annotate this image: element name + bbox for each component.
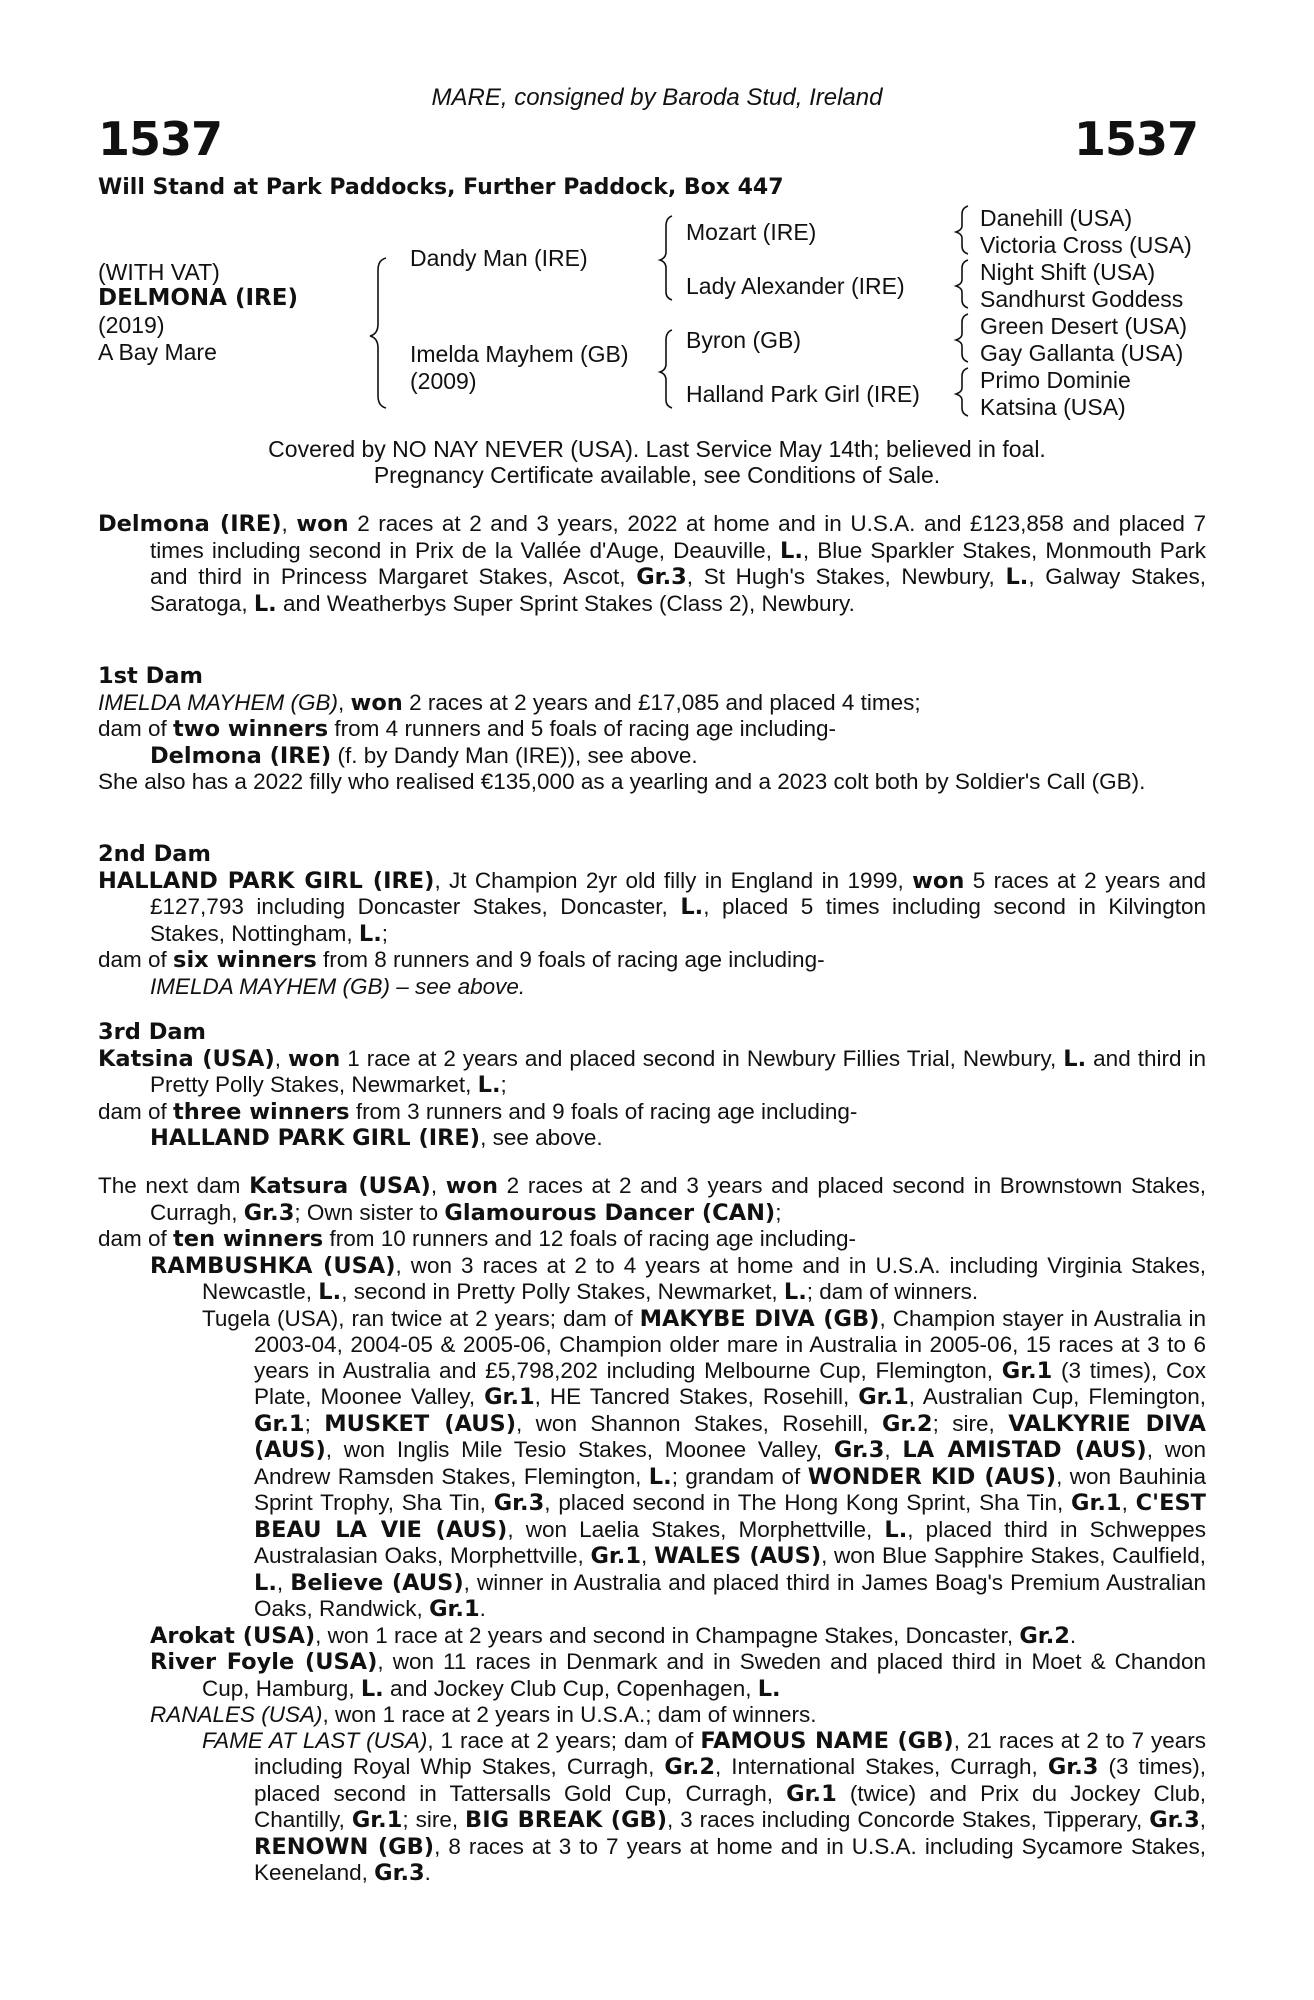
third-dam-foal xyxy=(98,1125,1206,1152)
own-record xyxy=(98,511,1206,617)
text-run: , won Bauhinia Sprint Trophy, Sha Tin, xyxy=(254,1463,1206,1515)
third-dam-heading: 3rd Dam xyxy=(98,1019,206,1045)
text-run: , Galway Stakes, Saratoga, xyxy=(150,564,1207,616)
text-run: IMELDA MAYHEM (GB) xyxy=(150,973,391,999)
text-run: Gr.1 xyxy=(590,1543,641,1569)
produce-fame-at-last xyxy=(98,1728,1206,1887)
text-run: , xyxy=(338,689,351,715)
text-run: – see above. xyxy=(390,973,526,999)
text-run: L. xyxy=(757,1675,781,1702)
text-run: IMELDA MAYHEM (GB) xyxy=(98,689,339,715)
text-run: , St Hugh's Stakes, Newbury, xyxy=(686,564,1006,589)
text-run: L. xyxy=(680,894,704,920)
next-dam-record xyxy=(98,1173,1206,1226)
text-run: Katsina (USA) xyxy=(98,1045,275,1072)
text-run: from 3 runners and 9 foals of racing age including- xyxy=(349,1098,858,1124)
first-dam-section xyxy=(98,664,1206,795)
text-run: won xyxy=(912,867,965,894)
pedigree-dam-sire: Byron (GB) xyxy=(686,327,802,353)
text-run: from 8 runners and 9 foals of racing age including- xyxy=(316,947,825,972)
text-run: ten winners xyxy=(173,1226,324,1252)
text-run: VALKYRIE DIVA (AUS) xyxy=(254,1410,1206,1463)
text-run: She also has a 2022 filly who realised €135,000 as a yearling and a 2023 colt both by Soldier's Call (GB). xyxy=(98,769,1146,794)
text-run: HALLAND PARK GIRL (IRE) xyxy=(98,867,435,894)
text-run: , won 3 races at 2 to 4 years at home and in U.S.A. including Virginia Stakes, Newcastle, xyxy=(202,1252,1206,1304)
text-run: ; xyxy=(381,920,389,946)
text-run: (twice) and Prix du Jockey Club, Chantilly, xyxy=(254,1780,1206,1832)
text-run: , xyxy=(1121,1490,1136,1515)
text-run: Gr.3 xyxy=(833,1437,885,1463)
text-run: Delmona (IRE) xyxy=(98,511,282,537)
text-run: won xyxy=(288,1045,341,1072)
text-run: , Australian Cup, Flemington, xyxy=(908,1384,1206,1409)
text-run: , 21 races at 2 to 7 years including Royal Whip Stakes, Curragh, xyxy=(254,1727,1206,1779)
text-run: WONDER KID (AUS) xyxy=(807,1463,1057,1490)
text-run: Glamourous Dancer (CAN) xyxy=(444,1199,776,1226)
text-run: won xyxy=(350,689,403,716)
produce-rambushka xyxy=(98,1253,1206,1306)
text-run: Katsura (USA) xyxy=(249,1173,431,1199)
text-run: WALES (AUS) xyxy=(653,1543,822,1569)
text-run: , placed third in Schweppes Australasian Oaks, Morphettville, xyxy=(254,1516,1206,1568)
text-run: , won Blue Sapphire Stakes, Caulfield, xyxy=(821,1543,1206,1568)
pedigree-dss: Green Desert (USA) xyxy=(980,313,1188,339)
text-run: dam of xyxy=(98,716,174,741)
text-run: , won 11 races in Denmark and in Sweden and placed third in Moet & Chandon Cup, Hamburg, xyxy=(202,1649,1206,1701)
text-run: Gr.3 xyxy=(1149,1807,1200,1833)
brace-sire xyxy=(660,216,672,300)
third-dam-produce xyxy=(98,1099,1206,1126)
covering-line-2: Pregnancy Certificate available, see Conditions of Sale. xyxy=(373,462,941,488)
text-run: , International Stakes, Curragh, xyxy=(714,1754,1048,1779)
pedigree-dam-dam: Halland Park Girl (IRE) xyxy=(686,381,920,407)
text-run: L. xyxy=(783,1279,807,1305)
pedigree-sds: Night Shift (USA) xyxy=(980,259,1156,285)
text-run: , Champion stayer in Australia in 2003-04, 2004-05 & 2005-06, Champion older mare in Australia in 2005-06, 15 races at 3 to 6 years in Australia and £5,798,202 including Melbourne Cup, Flemington, xyxy=(254,1305,1206,1383)
text-run: Gr.1 xyxy=(858,1384,909,1410)
text-run: ; xyxy=(775,1199,782,1225)
text-run: 1 race at 2 years and placed second in Newbury Fillies Trial, Newbury, xyxy=(340,1045,1064,1071)
text-run: Gr.3 xyxy=(493,1490,545,1516)
text-run: L. xyxy=(1005,564,1029,590)
text-run: , second in Pretty Polly Stakes, Newmarket, xyxy=(341,1279,784,1304)
text-run: ; dam of winners. xyxy=(806,1279,979,1304)
text-run: Gr.2 xyxy=(664,1754,715,1780)
covering-line-1: Covered by NO NAY NEVER (USA). Last Service May 14th; believed in foal. xyxy=(268,436,1046,462)
third-dam-section xyxy=(98,1020,1206,1152)
text-run: Gr.3 xyxy=(636,564,687,590)
text-run: Gr.1 xyxy=(351,1807,403,1833)
pedigree-ddd: Katsina (USA) xyxy=(980,394,1126,420)
text-run: , xyxy=(430,1173,446,1198)
text-run: RANALES (USA) xyxy=(150,1702,323,1727)
text-run: Gr.1 xyxy=(786,1780,837,1807)
text-run: L. xyxy=(884,1516,908,1543)
text-run: ; Own sister to xyxy=(294,1199,445,1225)
text-run: (3 times), placed second in Tattersalls Gold Cup, Curragh, xyxy=(254,1754,1207,1806)
text-run: , xyxy=(884,1437,903,1462)
text-run: Believe (AUS) xyxy=(290,1569,464,1596)
text-run: ; sire, xyxy=(402,1807,466,1832)
brace-dam xyxy=(660,330,672,408)
text-run: . xyxy=(479,1596,486,1621)
text-run: , Blue Sparkler Stakes, Monmouth Park and third in Princess Margaret Stakes, Ascot, xyxy=(150,537,1206,589)
pedigree-sire: Dandy Man (IRE) xyxy=(410,245,588,271)
produce-ranales xyxy=(98,1702,1206,1728)
text-run: BIG BREAK (GB) xyxy=(465,1807,667,1833)
text-run: Gr.1 xyxy=(1071,1490,1122,1516)
text-run: Delmona (IRE) xyxy=(150,742,332,769)
text-run: , xyxy=(276,1569,291,1595)
text-run: RAMBUSHKA (USA) xyxy=(150,1252,396,1279)
first-dam-foal xyxy=(98,743,1206,770)
brace-gen1 xyxy=(370,258,386,408)
second-dam-section xyxy=(98,842,1206,999)
text-run: L. xyxy=(254,1569,277,1596)
brace-dd xyxy=(956,368,968,416)
pedigree-sire-sire: Mozart (IRE) xyxy=(686,219,817,245)
text-run: 2 races at 2 and 3 years and placed second in Brownstown Stakes, Curragh, xyxy=(150,1173,1206,1225)
text-run: , won Andrew Ramsden Stakes, Flemington, xyxy=(254,1437,1206,1489)
third-dam-record xyxy=(98,1046,1206,1099)
text-run: , xyxy=(1199,1807,1207,1832)
text-run: dam of xyxy=(98,1226,174,1251)
produce-tugela xyxy=(98,1306,1206,1623)
text-run: won xyxy=(445,1173,499,1199)
text-run: MAKYBE DIVA (GB) xyxy=(639,1305,880,1332)
text-run: . xyxy=(424,1860,431,1885)
text-run: , won Inglis Mile Tesio Stakes, Moonee Valley, xyxy=(325,1437,834,1462)
text-run: two winners xyxy=(173,716,329,742)
text-run: Gr.1 xyxy=(1001,1357,1053,1384)
text-run: and Weatherbys Super Sprint Stakes (Class 2), Newbury. xyxy=(276,590,855,616)
text-run: and third in Pretty Polly Stakes, Newmarket, xyxy=(150,1045,1206,1097)
brace-sd xyxy=(956,260,968,308)
text-run: , winner in Australia and placed third in James Boag's Premium Australian Oaks, Randwick, xyxy=(254,1569,1206,1621)
text-run: (3 times), Cox Plate, Moonee Valley, xyxy=(254,1357,1206,1409)
text-run: six winners xyxy=(173,947,317,973)
text-run: ; sire, xyxy=(932,1410,1009,1436)
text-run: from 4 runners and 5 foals of racing age including- xyxy=(328,716,836,741)
horse-name: DELMONA (IRE) xyxy=(98,285,298,311)
text-run: Gr.3 xyxy=(243,1199,295,1226)
horse-year: (2019) xyxy=(98,312,165,338)
text-run: Gr.1 xyxy=(254,1410,305,1437)
text-run: from 10 runners and 12 foals of racing age including- xyxy=(323,1226,857,1251)
text-run: Gr.3 xyxy=(1047,1754,1099,1780)
text-run: won xyxy=(296,511,349,537)
text-run: dam of xyxy=(98,947,174,972)
lot-number-left: 1537 xyxy=(98,112,223,166)
first-dam-note xyxy=(98,769,1206,795)
text-run: LA AMISTAD (AUS) xyxy=(902,1437,1147,1463)
text-run: MUSKET (AUS) xyxy=(324,1410,517,1437)
text-run: , Jt Champion 2yr old filly in England in 1999, xyxy=(434,867,913,893)
text-run: Gr.3 xyxy=(374,1860,425,1886)
text-run: , xyxy=(641,1543,654,1568)
pedigree-dsd: Gay Gallanta (USA) xyxy=(980,340,1184,366)
text-run: , 3 races including Concorde Stakes, Tipperary, xyxy=(666,1807,1150,1832)
text-run: . xyxy=(1069,1622,1077,1648)
text-run: ; xyxy=(304,1410,325,1436)
text-run: FAMOUS NAME (GB) xyxy=(700,1727,954,1754)
text-run: , HE Tancred Stakes, Rosehill, xyxy=(534,1384,859,1409)
pedigree-sire-dam: Lady Alexander (IRE) xyxy=(686,273,905,299)
text-run: L. xyxy=(253,590,277,617)
produce-arokat xyxy=(98,1623,1206,1650)
first-dam-heading: 1st Dam xyxy=(98,663,203,689)
text-run: ; xyxy=(500,1072,507,1097)
pedigree-sdd: Sandhurst Goddess xyxy=(980,286,1184,312)
text-run: (f. by Dandy Man (IRE)), see above. xyxy=(331,742,698,768)
text-run: , won 1 race at 2 years and second in Champagne Stakes, Doncaster, xyxy=(315,1622,1020,1648)
text-run: 5 races at 2 years and £127,793 including Doncaster Stakes, Doncaster, xyxy=(150,867,1206,919)
text-run: L. xyxy=(358,920,382,947)
horse-description: A Bay Mare xyxy=(98,339,217,365)
text-run: and Jockey Club Cup, Copenhagen, xyxy=(383,1675,758,1701)
text-run: ; grandam of xyxy=(671,1463,808,1489)
text-run: three winners xyxy=(173,1098,350,1125)
text-run: RENOWN (GB) xyxy=(254,1833,435,1860)
text-run: , xyxy=(281,511,297,536)
text-run: Gr.1 xyxy=(429,1596,480,1622)
text-run: L. xyxy=(648,1463,672,1490)
produce-river-foyle xyxy=(98,1649,1206,1702)
first-dam-record xyxy=(98,690,1206,717)
pedigree-ssd: Victoria Cross (USA) xyxy=(980,232,1192,258)
text-run: 2 races at 2 and 3 years, 2022 at home and in U.S.A. and £123,858 and placed 7 times including second in Prix de la Vallée d'Auge, Deauville, xyxy=(150,511,1206,563)
text-run: 2 races at 2 years and £17,085 and placed 4 times; xyxy=(402,689,921,715)
consignment-line: MARE, consigned by Baroda Stud, Ireland xyxy=(431,84,883,111)
text-run: L. xyxy=(318,1279,342,1305)
text-run: Tugela (USA), ran twice at 2 years; dam of xyxy=(202,1305,640,1331)
text-run: , see above. xyxy=(480,1125,603,1150)
text-run: , 1 race at 2 years; dam of xyxy=(427,1727,701,1753)
text-run: C'EST BEAU LA VIE (AUS) xyxy=(254,1490,1206,1543)
horse-record xyxy=(98,511,1206,617)
brace-ds xyxy=(956,314,968,362)
second-dam-record xyxy=(98,868,1206,948)
text-run: , placed 5 times including second in Kilvington Stakes, Nottingham, xyxy=(150,894,1206,946)
text-run: FAME AT LAST (USA) xyxy=(202,1727,428,1753)
covering-note xyxy=(0,436,1314,488)
text-run: L. xyxy=(360,1675,384,1702)
second-dam-heading: 2nd Dam xyxy=(98,841,211,867)
text-run: The next dam xyxy=(98,1173,250,1198)
second-dam-produce xyxy=(98,947,1206,974)
first-dam-produce xyxy=(98,716,1206,743)
text-run: , 8 races at 3 to 7 years at home and in U.S.A. including Sycamore Stakes, Keeneland, xyxy=(254,1833,1206,1885)
text-run: Arokat (USA) xyxy=(150,1622,316,1649)
text-run: Gr.2 xyxy=(882,1410,933,1437)
text-run: , placed second in The Hong Kong Sprint, Sha Tin, xyxy=(544,1490,1072,1515)
next-dam-produce xyxy=(98,1226,1206,1253)
second-dam-foal xyxy=(98,974,1206,1000)
text-run: , xyxy=(274,1045,288,1071)
pedigree-dam: Imelda Mayhem (GB) xyxy=(410,341,629,367)
next-dam-section xyxy=(98,1173,1206,1887)
text-run: , won 1 race at 2 years in U.S.A.; dam of winners. xyxy=(322,1702,817,1727)
text-run: , won Shannon Stakes, Rosehill, xyxy=(516,1410,883,1436)
text-run: L. xyxy=(1063,1045,1087,1072)
text-run: River Foyle (USA) xyxy=(150,1649,378,1675)
text-run: L. xyxy=(477,1072,501,1098)
text-run: Gr.1 xyxy=(484,1384,535,1410)
stand-location: Will Stand at Park Paddocks, Further Paddock, Box 447 xyxy=(98,175,784,200)
pedigree-dds: Primo Dominie xyxy=(980,367,1131,393)
text-run: L. xyxy=(780,537,803,564)
text-run: Gr.2 xyxy=(1019,1622,1070,1649)
pedigree-sss: Danehill (USA) xyxy=(980,205,1133,231)
lot-number-right: 1537 xyxy=(1073,112,1198,166)
pedigree-dam-year: (2009) xyxy=(410,368,477,394)
text-run: HALLAND PARK GIRL (IRE) xyxy=(150,1125,481,1151)
text-run: , won Laelia Stakes, Morphettville, xyxy=(507,1516,885,1542)
text-run: dam of xyxy=(98,1098,174,1124)
vat-note: (WITH VAT) xyxy=(98,259,220,285)
brace-ss xyxy=(956,206,968,254)
